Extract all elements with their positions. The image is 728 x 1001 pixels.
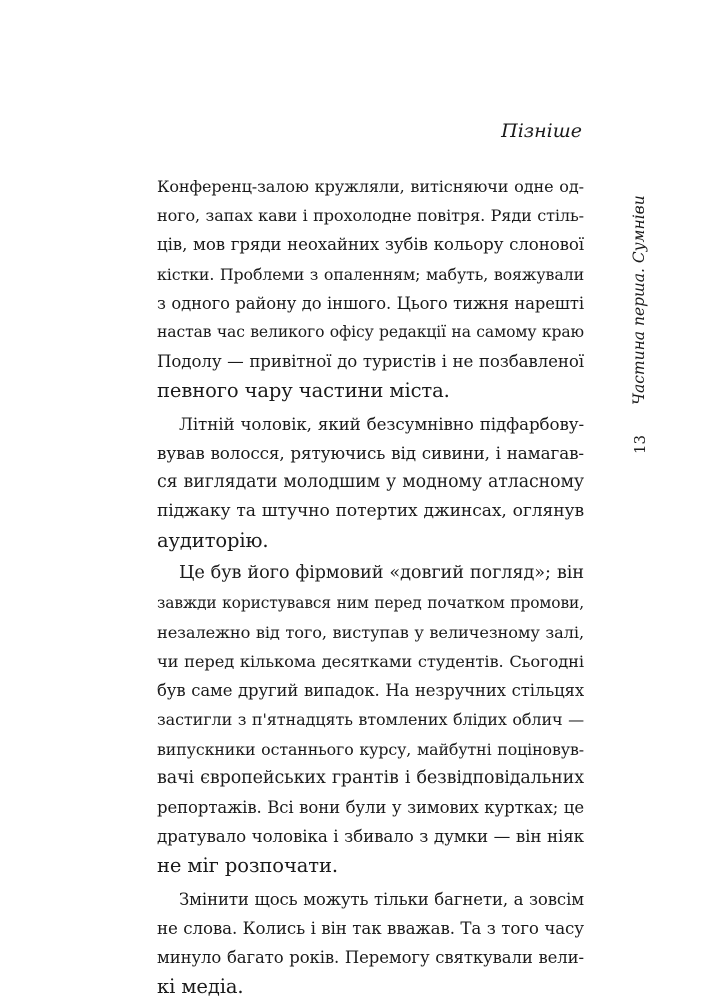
text-line: завжди користувався ним перед початком промови, xyxy=(157,589,584,618)
running-head-text: Частина перша. Сумніви xyxy=(628,195,650,405)
text-line: кістки. Проблеми з опаленням; мабуть, вояжували xyxy=(157,260,584,289)
running-head xyxy=(628,205,650,405)
text-line: Літній чоловік, який безсумнівно підфарбову- xyxy=(157,410,584,439)
text-line: піджаку та штучно потертих джинсах, оглянув xyxy=(157,497,584,526)
text-line: вував волосся, рятуючись від сивини, і намагав- xyxy=(157,439,584,468)
text-line: кі медіа. xyxy=(157,972,584,1001)
text-line: дратувало чоловіка і збивало з думки — він ніяк xyxy=(157,822,584,851)
text-line: репортажів. Всі вони були у зимових куртках; це xyxy=(157,793,584,822)
text-line: ся виглядати молодшим у модному атласному xyxy=(157,468,584,497)
paragraph xyxy=(157,172,584,406)
page-number xyxy=(630,436,650,456)
paragraph xyxy=(157,559,584,880)
text-line: випускники останнього курсу, майбутні поціновув- xyxy=(157,735,584,764)
text-line: не слова. Колись і він так вважав. Та з того часу xyxy=(157,914,584,943)
text-line: був саме другий випадок. На незручних стільцях xyxy=(157,676,584,705)
text-line: настав час великого офісу редакції на самому краю xyxy=(157,318,584,347)
text-line: минуло багато років. Перемогу святкували вели- xyxy=(157,943,584,972)
paragraph xyxy=(157,410,584,556)
text-line: Конференц-залою кружляли, витісняючи одне од- xyxy=(157,172,584,201)
text-line: застигли з п'ятнадцять втомлених блідих облич — xyxy=(157,705,584,734)
page-number-text: 13 xyxy=(630,435,650,454)
text-line: аудиторію. xyxy=(157,526,584,555)
text-line: Подолу — привітної до туристів і не позбавленої xyxy=(157,347,584,376)
text-line: не міг розпочати. xyxy=(157,851,584,880)
text-line: певного чару частини міста. xyxy=(157,376,584,405)
text-line: незалежно від того, виступав у величезному залі, xyxy=(157,618,584,647)
text-line: вачі європейських грантів і безвідповідальних xyxy=(157,764,584,793)
text-line: Це був його фірмовий «довгий погляд»; він xyxy=(157,559,584,588)
page-body xyxy=(157,172,584,1001)
text-line: Змінити щось можуть тільки багнети, а зовсім xyxy=(157,885,584,914)
text-line: ців, мов гряди неохайних зубів кольору слонової xyxy=(157,230,584,259)
text-line: ного, запах кави і прохолодне повітря. Ряди стіль- xyxy=(157,201,584,230)
text-line: з одного району до іншого. Цього тижня нарешті xyxy=(157,289,584,318)
text-line: чи перед кількома десятками студентів. Сьогодні xyxy=(157,647,584,676)
chapter-heading: Пізніше xyxy=(501,119,582,143)
paragraph xyxy=(157,885,584,1001)
